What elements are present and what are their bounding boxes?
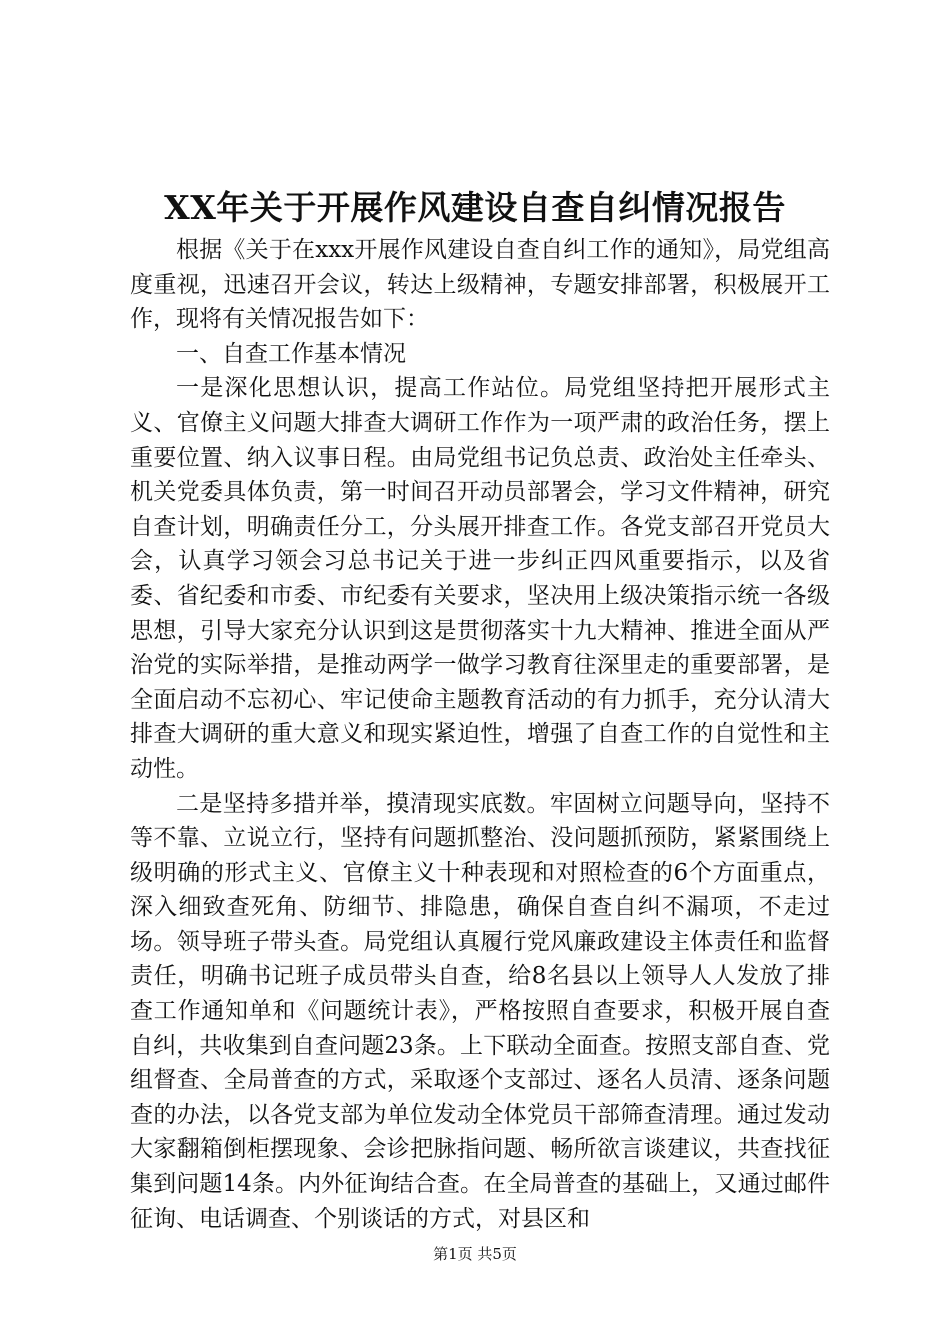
paragraph-point-one: 一是深化思想认识，提高工作站位。局党组坚持把开展形式主义、官僚主义问题大排查大调研工作作为一项严肃的政治任务，摆上重要位置、纳入议事日程。由局党组书记负总责、政治处主任牵头、机关党委具体负责，第一时间召开动员部署会，学习文件精神，研究自查计划，明确责任分工，分头展开排查工作。各党支部召开党员大会，认真学习领会习总书记关于进一步纠正四风重要指示，以及省委、省纪委和市委、市纪委有关要求，坚决用上级决策指示统一各级思想，引导大家充分认识到这是贯彻落实十九大精神、推进全面从严治党的实际举措，是推动两学一做学习教育往深里走的重要部署，是全面启动不忘初心、牢记使命主题教育活动的有力抓手，充分认清大排查大调研的重大意义和现实紧迫性，增强了自查工作的自觉性和主动性。: [130, 375, 830, 782]
document-body: [130, 233, 830, 1236]
page-number-footer: 第1页 共5页: [433, 1245, 517, 1263]
section-heading: 一、自查工作基本情况: [176, 340, 406, 367]
paragraph-intro: 根据《关于在xxx开展作风建设自查自纠工作的通知》，局党组高度重视，迅速召开会议，转达上级精神，专题安排部署，积极展开工作，现将有关情况报告如下：: [130, 237, 830, 333]
document-title: XX年关于开展作风建设自查自纠情况报告: [164, 188, 786, 227]
paragraph-point-two: 二是坚持多措并举，摸清现实底数。牢固树立问题导向，坚持不等不靠、立说立行，坚持有问题抓整治、没问题抓预防，紧紧围绕上级明确的形式主义、官僚主义十种表现和对照检查的6个方面重点，深入细致查死角、防细节、排隐患，确保自查自纠不漏项，不走过场。领导班子带头查。局党组认真履行党风廉政建设主体责任和监督责任，明确书记班子成员带头自查，给8名县以上领导人人发放了排查工作通知单和《问题统计表》，严格按照自查要求，积极开展自查自纠，共收集到自查问题23条。上下联动全面查。按照支部自查、党组督查、全局普查的方式，采取逐个支部过、逐名人员清、逐条问题查的办法，以各党支部为单位发动全体党员干部筛查清理。通过发动大家翻箱倒柜摆现象、会诊把脉指问题、畅所欲言谈建议，共查找征集到问题14条。内外征询结合查。在全局普查的基础上，又通过邮件征询、电话调查、个别谈话的方式，对县区和: [130, 790, 830, 1232]
